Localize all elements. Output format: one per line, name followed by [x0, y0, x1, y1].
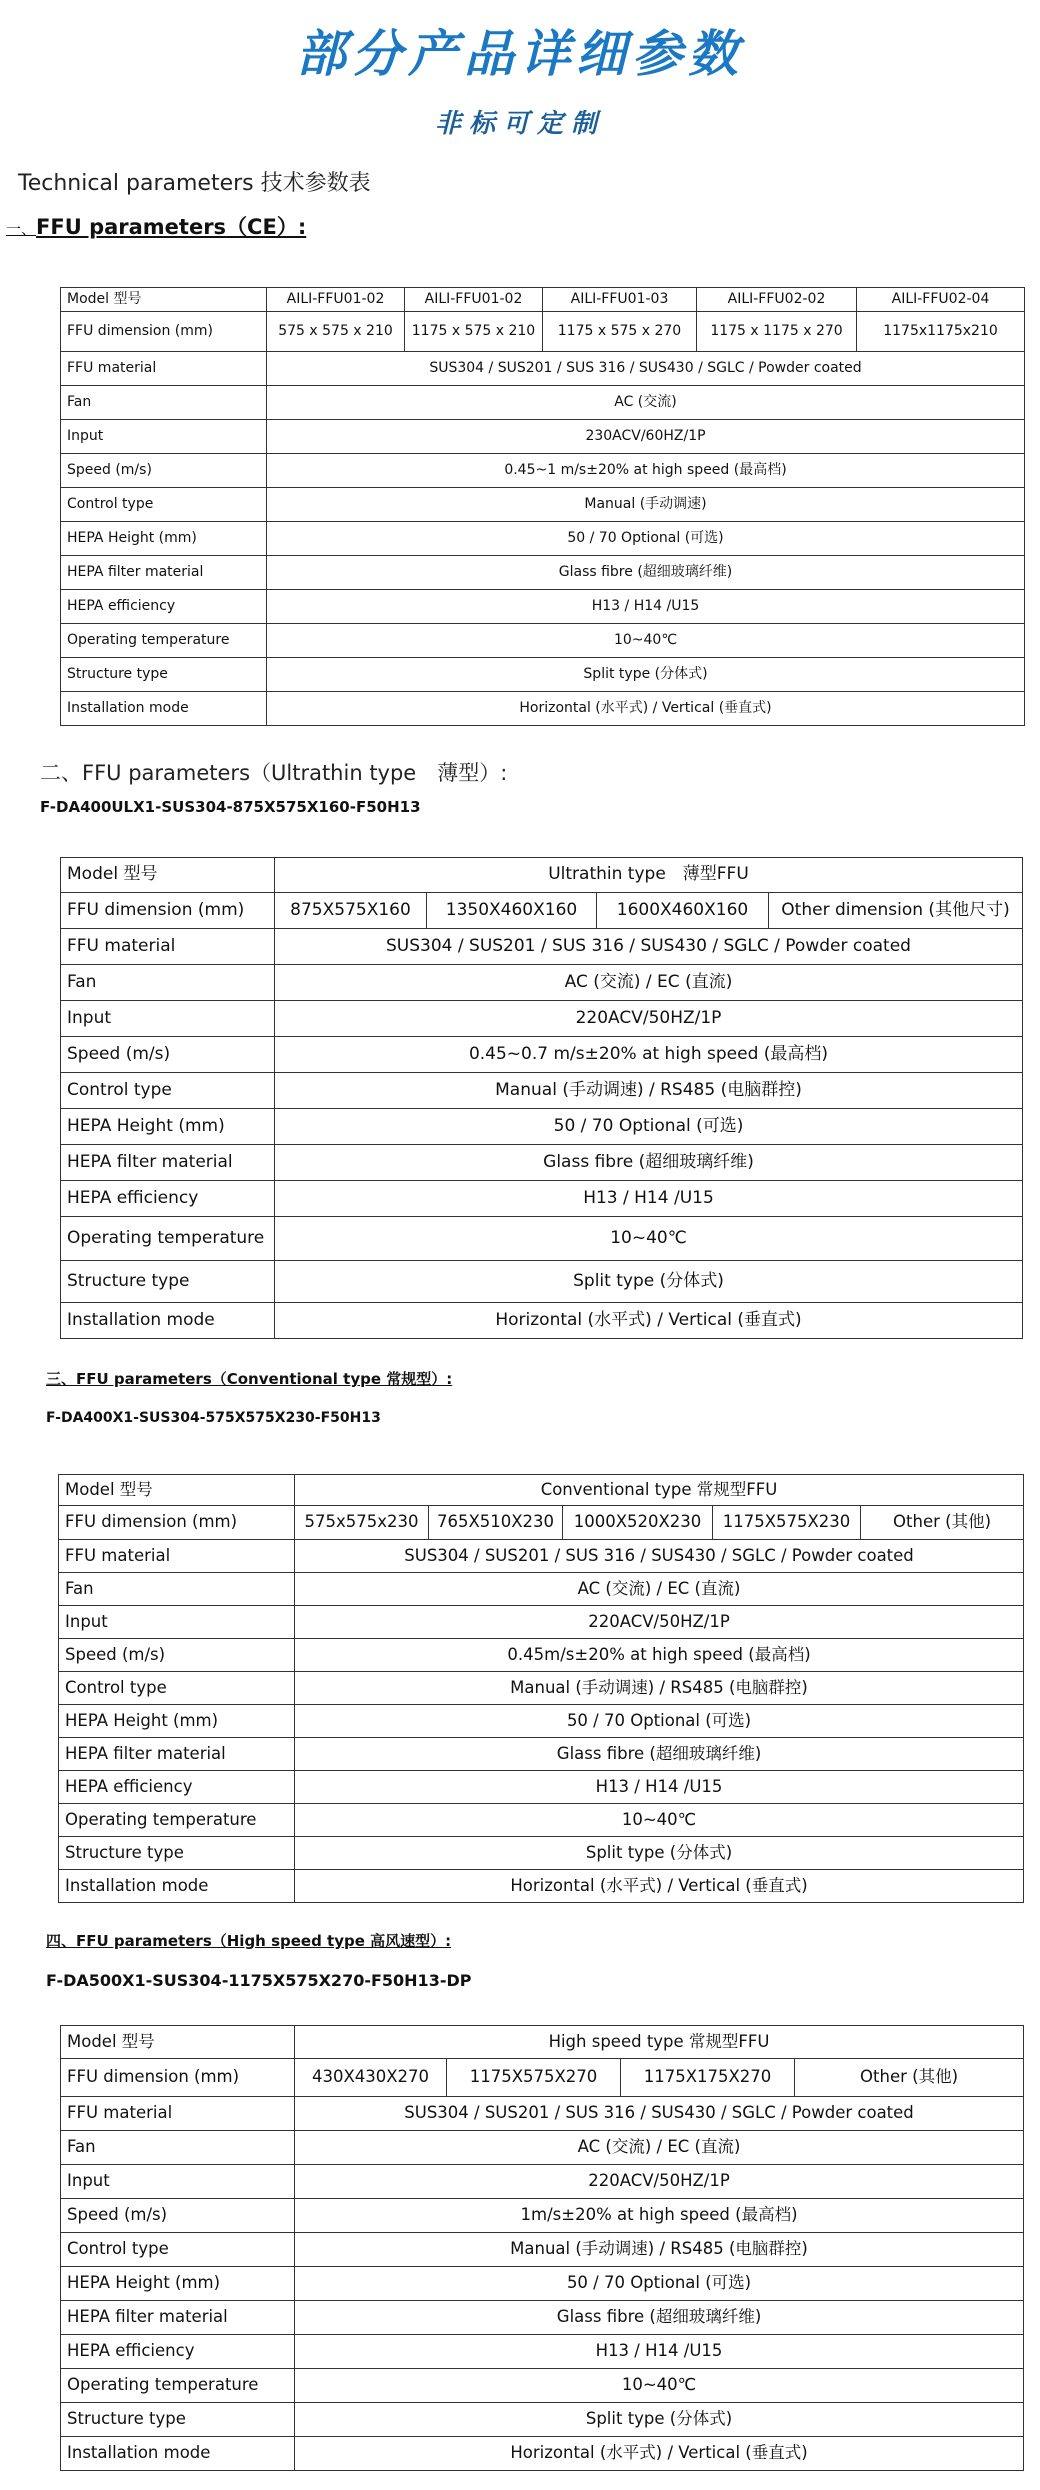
row-label: Operating temperature	[61, 2369, 295, 2403]
row-label: Control type	[61, 1073, 275, 1109]
table-row	[61, 488, 1025, 522]
row-label: Input	[61, 1001, 275, 1037]
row-value: 220ACV/50HZ/1P	[295, 1606, 1024, 1639]
row-value: 10~40℃	[295, 1804, 1024, 1837]
row-label: Installation mode	[61, 2437, 295, 2471]
section-4-heading: 四、FFU parameters（High speed type 高风速型）:	[46, 1932, 452, 1950]
dimension-cell: Other dimension (其他尺寸)	[769, 893, 1023, 929]
dimension-cell: 1175x1175x210	[857, 312, 1025, 352]
table-row	[59, 1837, 1024, 1870]
dimension-cell: 1175 x 1175 x 270	[697, 312, 857, 352]
model-cell: AILI-FFU01-02	[405, 288, 543, 312]
row-label: HEPA Height (mm)	[59, 1705, 295, 1738]
dimension-label: FFU dimension (mm)	[61, 2059, 295, 2097]
model-cell: AILI-FFU02-02	[697, 288, 857, 312]
dimension-cell: 1175 x 575 x 210	[405, 312, 543, 352]
row-value: Glass fibre (超细玻璃纤维)	[267, 556, 1025, 590]
type-label: Conventional type 常规型FFU	[295, 1475, 1024, 1506]
table-row	[61, 2059, 1024, 2097]
table-row	[61, 2233, 1024, 2267]
spec-table-ultrathin	[60, 857, 1023, 1339]
type-label: High speed type 常规型FFU	[295, 2026, 1024, 2059]
row-value: Glass fibre (超细玻璃纤维)	[275, 1145, 1023, 1181]
row-label: Speed (m/s)	[61, 2199, 295, 2233]
row-label: FFU material	[61, 352, 267, 386]
dimension-cell: Other (其他)	[861, 1506, 1024, 1540]
row-label: HEPA efficiency	[59, 1771, 295, 1804]
row-value: Split type (分体式)	[275, 1261, 1023, 1303]
table-row	[59, 1672, 1024, 1705]
row-value: 0.45~0.7 m/s±20% at high speed (最高档)	[275, 1037, 1023, 1073]
row-value: Glass fibre (超细玻璃纤维)	[295, 1738, 1024, 1771]
row-value: SUS304 / SUS201 / SUS 316 / SUS430 / SGLC / Powder coated	[275, 929, 1023, 965]
row-label: HEPA efficiency	[61, 590, 267, 624]
table-row	[59, 1804, 1024, 1837]
row-label: FFU material	[61, 929, 275, 965]
row-label: HEPA efficiency	[61, 1181, 275, 1217]
dimension-cell: 575 x 575 x 210	[267, 312, 405, 352]
dimension-cell: 875X575X160	[275, 893, 427, 929]
section-1-heading	[6, 212, 306, 244]
type-label: Ultrathin type 薄型FFU	[275, 858, 1023, 893]
row-value: AC (交流) / EC (直流)	[275, 965, 1023, 1001]
row-value: 10~40℃	[275, 1217, 1023, 1261]
dimension-cell: 1175 x 575 x 270	[543, 312, 697, 352]
table-row	[59, 1540, 1024, 1573]
row-label: Installation mode	[61, 692, 267, 726]
dimension-cell: 1000X520X230	[563, 1506, 713, 1540]
model-label: Model 型号	[61, 858, 275, 893]
row-label: Operating temperature	[61, 624, 267, 658]
model-label: Model 型号	[59, 1475, 295, 1506]
dimension-cell: 430X430X270	[295, 2059, 447, 2097]
table-row	[61, 2437, 1024, 2471]
row-value: AC (交流) / EC (直流)	[295, 2131, 1024, 2165]
technical-parameters-title: Technical parameters 技术参数表	[18, 171, 371, 196]
row-label: HEPA filter material	[61, 556, 267, 590]
model-label: Model 型号	[61, 2026, 295, 2059]
table-row	[61, 1261, 1023, 1303]
table-row	[61, 893, 1023, 929]
row-label: Operating temperature	[61, 1217, 275, 1261]
spec-table-high-speed	[60, 2025, 1024, 2471]
row-label: HEPA Height (mm)	[61, 522, 267, 556]
row-value: H13 / H14 /U15	[275, 1181, 1023, 1217]
row-value: Split type (分体式)	[295, 1837, 1024, 1870]
table-row	[61, 2335, 1024, 2369]
dimension-cell: 1175X175X270	[621, 2059, 795, 2097]
row-label: Speed (m/s)	[59, 1639, 295, 1672]
table-row	[61, 2267, 1024, 2301]
dimension-cell: 765X510X230	[429, 1506, 563, 1540]
model-cell: AILI-FFU01-02	[267, 288, 405, 312]
row-value: 220ACV/50HZ/1P	[295, 2165, 1024, 2199]
table-row	[61, 1073, 1023, 1109]
dimension-cell: 1350X460X160	[427, 893, 597, 929]
table-row	[61, 1181, 1023, 1217]
model-cell: AILI-FFU02-04	[857, 288, 1025, 312]
table-row	[61, 624, 1025, 658]
table-row	[59, 1506, 1024, 1540]
dimension-cell: 1175X575X230	[713, 1506, 861, 1540]
table-row	[61, 1217, 1023, 1261]
dimension-label: FFU dimension (mm)	[61, 312, 267, 352]
table-row	[61, 2165, 1024, 2199]
row-value: 10~40℃	[267, 624, 1025, 658]
row-label: FFU material	[61, 2097, 295, 2131]
row-label: Control type	[61, 488, 267, 522]
table-row	[59, 1870, 1024, 1903]
row-value: 230ACV/60HZ/1P	[267, 420, 1025, 454]
section-4-model-code: F-DA500X1-SUS304-1175X575X270-F50H13-DP	[46, 1971, 472, 1990]
row-label: Installation mode	[59, 1870, 295, 1903]
spec-table-ce	[60, 287, 1025, 726]
row-value: 50 / 70 Optional (可选)	[295, 1705, 1024, 1738]
section-2-model-code: F-DA400ULX1-SUS304-875X575X160-F50H13	[40, 798, 421, 816]
table-row	[61, 2097, 1024, 2131]
row-value: AC (交流)	[267, 386, 1025, 420]
table-row	[61, 1145, 1023, 1181]
page-subtitle: 非标可定制	[434, 109, 605, 139]
table-row	[59, 1606, 1024, 1639]
row-label: Installation mode	[61, 1303, 275, 1339]
row-value: Glass fibre (超细玻璃纤维)	[295, 2301, 1024, 2335]
row-value: 50 / 70 Optional (可选)	[275, 1109, 1023, 1145]
row-value: Manual (手动调速)	[267, 488, 1025, 522]
row-label: Fan	[59, 1573, 295, 1606]
table-row	[61, 2403, 1024, 2437]
table-row	[61, 858, 1023, 893]
table-row	[61, 352, 1025, 386]
row-label: FFU material	[59, 1540, 295, 1573]
row-label: Control type	[59, 1672, 295, 1705]
table-row	[61, 556, 1025, 590]
section-2-heading: 二、FFU parameters（Ultrathin type 薄型）:	[40, 761, 508, 785]
row-label: Input	[61, 420, 267, 454]
model-cell: AILI-FFU01-03	[543, 288, 697, 312]
table-row	[61, 288, 1025, 312]
table-row	[59, 1771, 1024, 1804]
table-row	[61, 1109, 1023, 1145]
table-row	[59, 1639, 1024, 1672]
row-label: Control type	[61, 2233, 295, 2267]
row-label: Fan	[61, 965, 275, 1001]
row-value: Horizontal (水平式) / Vertical (垂直式)	[267, 692, 1025, 726]
row-value: SUS304 / SUS201 / SUS 316 / SUS430 / SGLC / Powder coated	[267, 352, 1025, 386]
row-value: Manual (手动调速) / RS485 (电脑群控)	[295, 1672, 1024, 1705]
table-row	[61, 2199, 1024, 2233]
row-label: Input	[59, 1606, 295, 1639]
row-value: Manual (手动调速) / RS485 (电脑群控)	[295, 2233, 1024, 2267]
table-row	[61, 312, 1025, 352]
table-row	[61, 2131, 1024, 2165]
row-label: HEPA filter material	[61, 1145, 275, 1181]
row-label: Speed (m/s)	[61, 454, 267, 488]
row-value: Manual (手动调速) / RS485 (电脑群控)	[275, 1073, 1023, 1109]
row-label: HEPA filter material	[61, 2301, 295, 2335]
dimension-cell: 1600X460X160	[597, 893, 769, 929]
row-label: Structure type	[61, 1261, 275, 1303]
table-row	[61, 386, 1025, 420]
table-row	[61, 454, 1025, 488]
row-label: Speed (m/s)	[61, 1037, 275, 1073]
table-row	[61, 658, 1025, 692]
table-row	[61, 2369, 1024, 2403]
row-value: Split type (分体式)	[267, 658, 1025, 692]
table-row	[61, 420, 1025, 454]
row-label: HEPA filter material	[59, 1738, 295, 1771]
table-row	[61, 692, 1025, 726]
table-row	[61, 1303, 1023, 1339]
row-label: Structure type	[61, 658, 267, 692]
table-row	[61, 929, 1023, 965]
spec-table-conventional	[58, 1474, 1024, 1903]
dimension-cell: 575x575x230	[295, 1506, 429, 1540]
row-value: H13 / H14 /U15	[267, 590, 1025, 624]
dimension-cell: 1175X575X270	[447, 2059, 621, 2097]
table-row	[61, 2301, 1024, 2335]
dimension-label: FFU dimension (mm)	[59, 1506, 295, 1540]
table-row	[59, 1738, 1024, 1771]
row-label: Structure type	[61, 2403, 295, 2437]
model-label: Model 型号	[61, 288, 267, 312]
row-label: Fan	[61, 2131, 295, 2165]
row-label: HEPA efficiency	[61, 2335, 295, 2369]
row-value: Horizontal (水平式) / Vertical (垂直式)	[295, 2437, 1024, 2471]
row-value: Horizontal (水平式) / Vertical (垂直式)	[275, 1303, 1023, 1339]
table-row	[61, 965, 1023, 1001]
row-label: Structure type	[59, 1837, 295, 1870]
row-label: HEPA Height (mm)	[61, 2267, 295, 2301]
row-value: H13 / H14 /U15	[295, 1771, 1024, 1804]
section-3-model-code: F-DA400X1-SUS304-575X575X230-F50H13	[46, 1410, 381, 1426]
row-label: Input	[61, 2165, 295, 2199]
section-1-prefix: 一、	[6, 220, 37, 238]
row-label: Operating temperature	[59, 1804, 295, 1837]
row-value: Split type (分体式)	[295, 2403, 1024, 2437]
row-label: HEPA Height (mm)	[61, 1109, 275, 1145]
row-value: 1m/s±20% at high speed (最高档)	[295, 2199, 1024, 2233]
table-row	[61, 2026, 1024, 2059]
row-value: AC (交流) / EC (直流)	[295, 1573, 1024, 1606]
row-value: 50 / 70 Optional (可选)	[295, 2267, 1024, 2301]
row-value: 220ACV/50HZ/1P	[275, 1001, 1023, 1037]
table-row	[61, 522, 1025, 556]
table-row	[59, 1705, 1024, 1738]
section-1-heading-text: FFU parameters（CE）:	[36, 215, 307, 239]
row-value: 10~40℃	[295, 2369, 1024, 2403]
row-value: 0.45~1 m/s±20% at high speed (最高档)	[267, 454, 1025, 488]
section-3-heading: 三、FFU parameters（Conventional type 常规型）:	[46, 1370, 453, 1388]
table-row	[61, 1001, 1023, 1037]
row-label: Fan	[61, 386, 267, 420]
dimension-cell: Other (其他)	[795, 2059, 1024, 2097]
table-row	[61, 590, 1025, 624]
table-row	[61, 1037, 1023, 1073]
row-value: H13 / H14 /U15	[295, 2335, 1024, 2369]
dimension-label: FFU dimension (mm)	[61, 893, 275, 929]
row-value: Horizontal (水平式) / Vertical (垂直式)	[295, 1870, 1024, 1903]
row-value: 0.45m/s±20% at high speed (最高档)	[295, 1639, 1024, 1672]
page-title: 部分产品详细参数	[296, 25, 744, 83]
table-row	[59, 1475, 1024, 1506]
row-value: SUS304 / SUS201 / SUS 316 / SUS430 / SGLC / Powder coated	[295, 1540, 1024, 1573]
row-value: SUS304 / SUS201 / SUS 316 / SUS430 / SGLC / Powder coated	[295, 2097, 1024, 2131]
row-value: 50 / 70 Optional (可选)	[267, 522, 1025, 556]
table-row	[59, 1573, 1024, 1606]
